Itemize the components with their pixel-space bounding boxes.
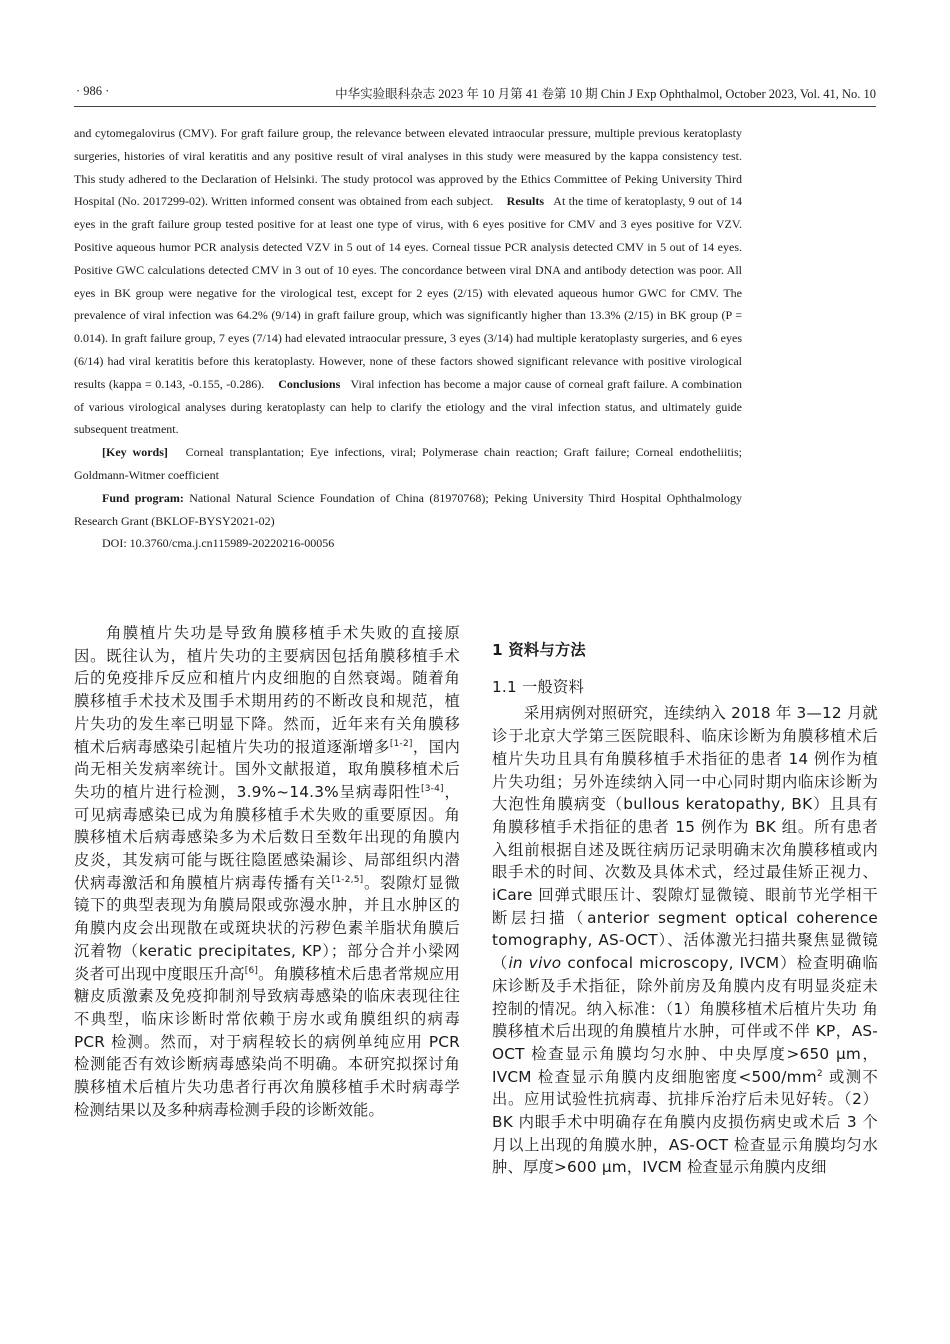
fund-program — [74, 487, 742, 533]
abstract-methods-text: and cytomegalovirus (CMV). For graft failure group, the relevance between elevated intraocular pressure, multiple previous keratoplasty surgeries, histories of viral keratitis and any positive result of viral analyses in this study were measured by the kappa consistency test. This study adhered to the Declaration of Helsinki. The study protocol was approved by the Ethics Committee of Peking University Third Hospital (No. 2017299-02). Written informed consent was obtained from each subject. — [74, 126, 742, 209]
doi: DOI: 10.3760/cma.j.cn115989-20220216-00056 — [102, 536, 335, 551]
running-header — [0, 84, 950, 104]
results-text: At the time of keratoplasty, 9 out of 14 eyes in the graft failure group tested positive for at least one type of virus, with 6 eyes positive for CMV and 3 eyes positive for VZV. Positive aqueous humor PCR analysis detected VZV in 5 out of 14 eyes. Corneal tissue PCR analysis detected CMV in 5 out of 14 eyes. Positive GWC calculations detected CMV in 3 out of 10 eyes. The concordance between viral DNA and antibody detection was poor. All eyes in BK group were negative for the virological test, except for 2 eyes (2/15) with elevated aqueous humor GWC for CMV. The prevalence of viral infection was 64.2% (9/14) in graft failure group, which was significantly higher than 13.3% (2/15) in BK group (P = 0.014). In graft failure group, 7 eyes (7/14) had elevated intraocular pressure, 3 eyes (3/14) had multiple keratoplasty surgeries, and 6 eyes (6/14) had viral keratitis before this keratoplasty. However, none of these factors showed significant relevance with positive virological results (kappa = 0.143, -0.155, -0.286). — [74, 194, 743, 391]
fund-label: Fund program: — [102, 490, 184, 505]
header-rule — [74, 106, 876, 107]
keywords-text: Corneal transplantation; Eye infections, viral; Polymerase chain reaction; Graft failure; Corneal endotheliitis; Goldmann-Witmer coefficient — [74, 445, 742, 482]
fund-text: National Natural Science Foundation of China (81970768); Peking University Third Hospital Ophthalmology Research Grant (BKLOF-BYSY2021-02) — [74, 490, 743, 528]
journal-citation: 中华实验眼科杂志 2023 年 10 月第 41 卷第 10 期 Chin J Exp Ophthalmol, October 2023, Vol. 41, No. 10 — [335, 87, 876, 101]
intro-text-4: 。裂隙灯显微镜下的典型表现为角膜局限或弥漫水肿，并且水肿区的角膜内皮会出现散在或斑块状的污秽色素羊脂状角膜后沉着物（keratic precipitates, KP）；部分合并小梁网炎者可出现中度眼压升高 — [74, 873, 460, 983]
citation-ref: [6] — [244, 965, 259, 976]
section-heading: 1 资料与方法 — [492, 641, 586, 659]
methods-paragraph — [492, 702, 878, 1179]
intro-text-3: ，可见病毒感染已成为角膜移植手术失败的重要原因。角膜移植术后病毒感染多为术后数日至数年出现的角膜内皮炎，其发病可能与既往隐匿感染漏诊、局部组织内潜伏病毒激活和角膜植片病毒传播有关 — [74, 782, 460, 892]
page-number: · 986 · — [76, 84, 110, 98]
left-column — [74, 622, 460, 1121]
english-abstract — [74, 122, 742, 555]
abstract-body — [74, 122, 742, 441]
intro-text-1: 角膜植片失功是导致角膜移植手术失败的直接原因。既往认为，植片失功的主要病因包括角膜移植手术后的免疫排斥反应和植片内皮细胞的自然衰竭。随着角膜移植手术技术及围手术期用药的不断改良和规范，植片失功的发生率已明显下降。然而，近年来有关角膜移植术后病毒感染引起植片失功的报道逐渐增多 — [74, 624, 460, 756]
citation-ref: [3-4] — [421, 783, 444, 794]
intro-text-2: ，国内尚无相关发病率统计。国外文献报道，取角膜移植术后失功的植片进行检测，3.9%~14.3%呈病毒阳性 — [74, 737, 460, 801]
right-column — [492, 622, 878, 1179]
introduction-paragraph — [74, 622, 460, 1121]
intro-text-5: 。角膜移植术后患者常规应用糖皮质激素及免疫抑制剂导致病毒感染的临床表现往往不典型，临床诊断时常依赖于房水或角膜组织的病毒 PCR 检测。然而，对于病程较长的病例单纯应用 PCR 检测能否有效诊断病毒感染尚不明确。本研究拟探讨角膜移植术后植片失功患者行再次角膜移植手术时病毒学检测结果以及多种病毒检测手段的诊断效能。 — [74, 964, 460, 1119]
citation-ref: [1-2,5] — [331, 874, 364, 885]
results-label: Results — [506, 194, 544, 209]
methods-text-3: 或测不出。应用试验性抗病毒、抗排斥治疗后未见好转。（2）BK 内眼手术中明确存在角膜内皮损伤病史或术后 3 个月以上出现的角膜水肿，AS-OCT 检查显示角膜均匀水肿、厚度>600 μm，IVCM 检查显示角膜内皮细 — [492, 1067, 878, 1177]
keywords-label: [Key words] — [102, 445, 168, 460]
conclusions-text: Viral infection has become a major cause of corneal graft failure. A combination of various virological analyses during keratoplasty can help to clarify the etiology and the viral infection status, and ultimately guide subsequent treatment. — [74, 376, 742, 437]
subsection-heading: 1.1 一般资料 — [492, 677, 584, 696]
superscript: 2 — [816, 1068, 823, 1079]
conclusions-label: Conclusions — [278, 376, 341, 391]
methods-text-1: 采用病例对照研究，连续纳入 2018 年 3—12 月就诊于北京大学第三医院眼科、临床诊断为角膜移植术后植片失功且具有角膜移植手术指征的患者 14 例作为植片失功组；另外连续纳入同一中心同时期内临床诊断为大泡性角膜病变（bullous keratopathy, BK）且具有角膜移植手术指征的患者 15 例作为 BK 组。所有患者入组前根据自述及既往病历记录明确末次角膜移植或内眼手术的时间、次数及具体术式，经过最佳矫正视力、iCare 回弹式眼压计、裂隙灯显微镜、眼前节光学相干断层扫描（anterior segment optical coherence tomography, AS-OCT）、活体激光扫描共聚焦显微镜（ — [492, 704, 878, 973]
italic-term: in vivo — [508, 954, 562, 973]
keywords — [74, 441, 742, 487]
methods-text-2: confocal microscopy, IVCM）检查明确临床诊断及手术指征，除外前房及角膜内皮有明显炎症未控制的情况。纳入标准：（1）角膜移植术后植片失功 角膜移植术后出现的角膜植片水肿，可伴或不伴 KP，AS-OCT 检查显示角膜均匀水肿、中央厚度>650 μm，IVCM 检查显示角膜内皮细胞密度<500/mm — [492, 954, 878, 1086]
citation-ref: [1-2] — [389, 738, 413, 749]
